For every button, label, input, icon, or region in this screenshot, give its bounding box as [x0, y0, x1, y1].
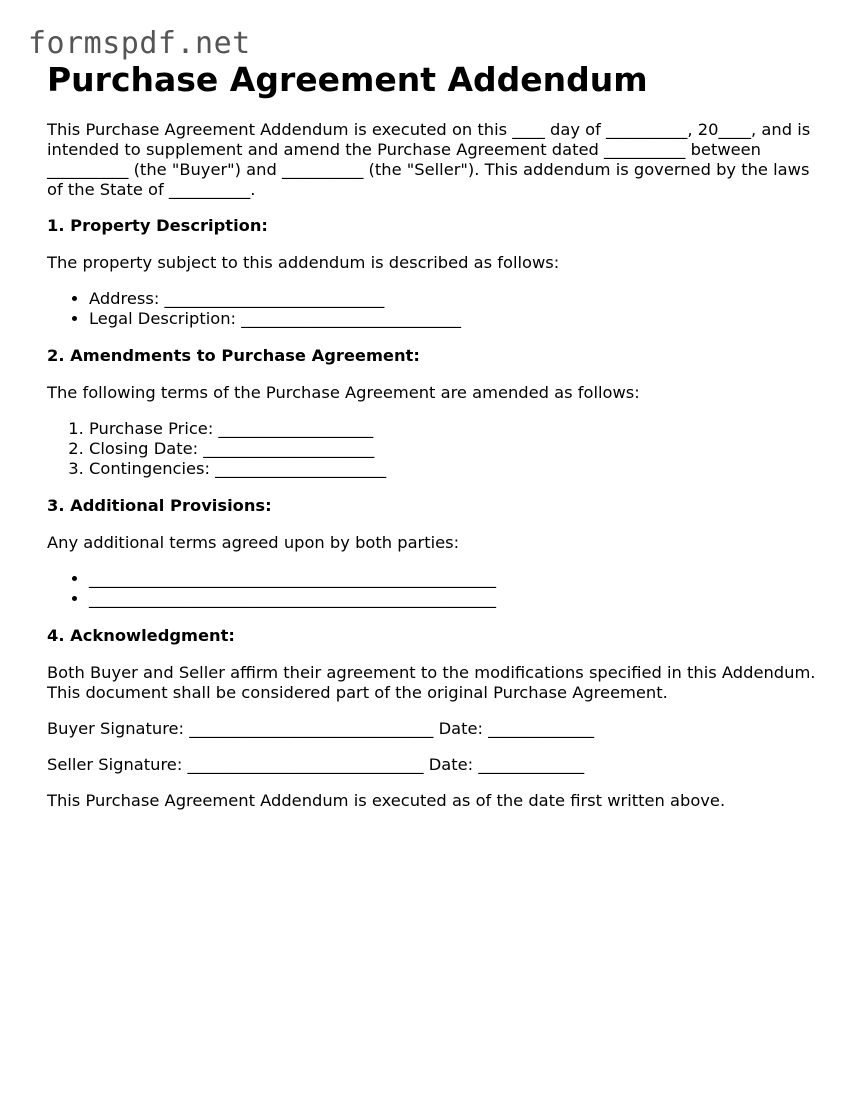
amendments-text: The following terms of the Purchase Agreement are amended as follows: — [47, 383, 640, 402]
buyer-signature-line[interactable]: Buyer Signature: ______________________________ Date: _____________ — [47, 719, 595, 738]
closing-date-field[interactable]: 2. Closing Date: _____________________ — [89, 439, 822, 459]
section-heading-acknowledgment: 4. Acknowledgment: — [47, 626, 235, 645]
legal-description-field[interactable]: • Legal Description: ___________________________ — [89, 309, 822, 329]
amendments-list — [47, 419, 822, 479]
additional-provision-field[interactable]: • __________________________________________________ — [89, 569, 822, 589]
site-watermark: formspdf.net — [28, 26, 251, 61]
purchase-price-field[interactable]: 1. Purchase Price: ___________________ — [89, 419, 822, 439]
property-description-list — [47, 289, 822, 329]
additional-provision-field[interactable]: • __________________________________________________ — [89, 589, 822, 609]
section-heading-property-description: 1. Property Description: — [47, 216, 268, 235]
seller-signature-line[interactable]: Seller Signature: _____________________________ Date: _____________ — [47, 755, 585, 774]
acknowledgment-text: Both Buyer and Seller affirm their agreement to the modifications specified in this Addendum. This document shall be considered part of the original Purchase Agreement. — [47, 663, 816, 702]
intro-paragraph: This Purchase Agreement Addendum is executed on this ____ day of __________, 20____, and is intended to supplement and amend the Purchase Agreement dated __________ between __________ (the "Buyer") and __________ (the "Seller"). This addendum is governed by the laws of the State of __________. — [47, 120, 811, 199]
document-title: Purchase Agreement Addendum — [47, 60, 648, 99]
closing-statement: This Purchase Agreement Addendum is executed as of the date first written above. — [47, 791, 726, 810]
additional-provisions-text: Any additional terms agreed upon by both parties: — [47, 533, 460, 552]
property-description-text: The property subject to this addendum is described as follows: — [47, 253, 560, 272]
section-heading-additional-provisions: 3. Additional Provisions: — [47, 496, 272, 515]
address-field[interactable]: • Address: ___________________________ — [89, 289, 822, 309]
document-page — [47, 58, 822, 827]
contingencies-field[interactable]: 3. Contingencies: _____________________ — [89, 459, 822, 479]
additional-provisions-list — [47, 569, 822, 609]
section-heading-amendments: 2. Amendments to Purchase Agreement: — [47, 346, 420, 365]
